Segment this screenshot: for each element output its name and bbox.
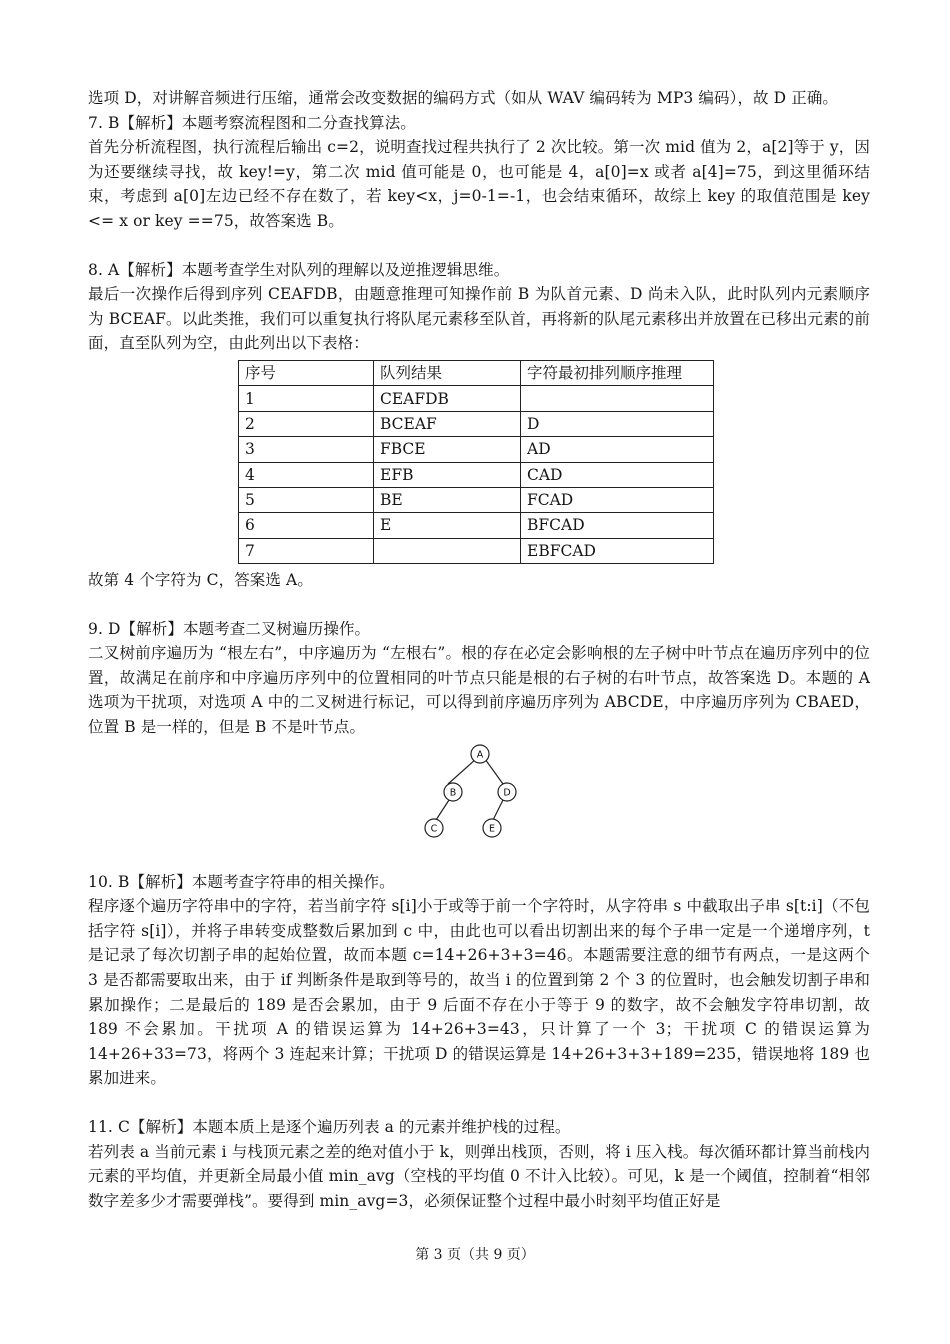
table-cell: BFCAD — [521, 513, 714, 538]
tree-label-d: D — [503, 787, 511, 799]
table-cell: CEAFDB — [374, 386, 521, 411]
table-header-cell: 字符最初排列顺序推理 — [521, 360, 714, 385]
q8-heading: 8. A【解析】本题考查学生对队列的理解以及逆推逻辑思维。 — [88, 260, 510, 279]
tree-label-b: B — [449, 787, 457, 799]
q11-body: 若列表 a 当前元素 i 与栈顶元素之差的绝对值小于 k，则弹出栈顶，否则，将 i 压入栈。每次循环都计算当前栈内元素的平均值，并更新全局最小值 min_avg（空栈的平均值 0 不计入比较）。可见，k 是一个阈值，控制着“相邻数字差多少才需要弹栈”。要得到 min_avg=3，必须保证整个过程中最小时刻平均值正好是 — [88, 1142, 870, 1210]
table-cell: 3 — [239, 437, 374, 462]
table-cell: AD — [521, 437, 714, 462]
table-cell: 1 — [239, 386, 374, 411]
table-row — [239, 437, 714, 462]
table-cell: 2 — [239, 411, 374, 436]
table-cell: 5 — [239, 487, 374, 512]
table-cell: CAD — [521, 462, 714, 487]
table-header-cell: 序号 — [239, 360, 374, 385]
table-cell: 4 — [239, 462, 374, 487]
table-header-cell: 队列结果 — [374, 360, 521, 385]
table-cell: BCEAF — [374, 411, 521, 436]
q11-heading: 11. C【解析】本题本质上是逐个遍历列表 a 的元素并维护栈的过程。 — [88, 1117, 571, 1136]
table-cell: 7 — [239, 538, 374, 563]
page-content — [88, 86, 870, 1213]
table-cell — [521, 386, 714, 411]
table-row — [239, 462, 714, 487]
q9-body: 二叉树前序遍历为 “根左右”，中序遍历为 “左根右”。根的存在必定会影响根的左子树中叶节点在遍历序列中的位置，故满足在前序和中序遍历序列中的位置相同的叶节点只能是根的右子树的右叶节点，故答案选 D。本题的 A 选项为干扰项，对选项 A 中的二叉树进行标记，可以得到前序遍历序列为 ABCDE，中序遍历序列为 CBAED，位置 B 是一样的，但是 B 不是叶节点。 — [88, 644, 870, 737]
table-cell: 6 — [239, 513, 374, 538]
table-row — [239, 538, 714, 563]
queue-table — [238, 360, 714, 564]
table-row — [239, 513, 714, 538]
table-row — [239, 487, 714, 512]
q10-body: 程序逐个遍历字符串中的字符，若当前字符 s[i]小于或等于前一个字符时，从字符串 s 中截取出子串 s[t:i]（不包括字符 s[i]），并将子串转变成整数后累加到 c 中，由此也可以看出切割出来的每个子串一定是一个递增序列，t 是记录了每次切割子串的起始位置，故而本题 c=14+26+3+3=46。本题需要注意的细节有两点，一是这两个 3 是否都需要取出来，由于 if 判断条件是取到等号的，故当 i 的位置到第 2 个 3 的位置时，也会触发切割子串和累加操作；二是最后的 189 是否会累加，由于 9 后面不存在小于等于 9 的数字，故不会触发字符串切割，故 189 不会累加。干扰项 A 的错误运算为 14+26+3=43，只计算了一个 3；干扰项 C 的错误运算为 14+26+33=73，将两个 3 连起来计算；干扰项 D 的错误运算是 14+26+3+3+189=235，错误地将 189 也累加进来。 — [88, 897, 870, 1088]
table-cell: D — [521, 411, 714, 436]
q10-heading: 10. B【解析】本题考查字符串的相关操作。 — [88, 872, 395, 891]
tree-label-a: A — [476, 749, 484, 761]
table-row — [239, 386, 714, 411]
table-cell: EFB — [374, 462, 521, 487]
table-cell — [374, 538, 521, 563]
q8-conclusion: 故第 4 个字符为 C，答案选 A。 — [88, 571, 313, 590]
tree-label-e: E — [488, 823, 496, 835]
paragraph-option-d: 选项 D，对讲解音频进行压缩，通常会改变数据的编码方式（如从 WAV 编码转为 MP3 编码），故 D 正确。 — [88, 89, 839, 107]
table-cell: BE — [374, 487, 521, 512]
page-footer: 第 3 页（共 9 页） — [415, 1247, 535, 1263]
table-cell: E — [374, 513, 521, 538]
q8-body: 最后一次操作后得到序列 CEAFDB，由题意推理可知操作前 B 为队首元素、D 尚未入队，此时队列内元素顺序为 BCEAF。以此类推，我们可以重复执行将队尾元素移至队首，再将新的队尾元素移出并放置在已移出元素的前面，直至队列为空，由此列出以下表格： — [88, 285, 870, 353]
table-cell: FBCE — [374, 437, 521, 462]
q9-heading: 9. D【解析】本题考查二叉树遍历操作。 — [88, 619, 371, 638]
q7-heading: 7. B【解析】本题考察流程图和二分查找算法。 — [88, 113, 416, 132]
q7-body: 首先分析流程图，执行流程后输出 c=2，说明查找过程共执行了 2 次比较。第一次 mid 值为 2，a[2]等于 y，因为还要继续寻找，故 key!=y，第二次 mid 值可能是 0，也可能是 4，a[0]=x 或者 a[4]=75，到这里循环结束，考虑到 a[0]左边已经不存在数了，若 key<x，j=0-1=-1，也会结束循环，故综上 key 的取值范围是 key <= x or key ==75，故答案选 B。 — [88, 138, 870, 230]
table-cell: EBFCAD — [521, 538, 714, 563]
table-header-row — [239, 360, 714, 385]
table-cell: FCAD — [521, 487, 714, 512]
binary-tree-diagram — [418, 744, 528, 844]
tree-label-c: C — [430, 823, 438, 835]
table-row — [239, 411, 714, 436]
